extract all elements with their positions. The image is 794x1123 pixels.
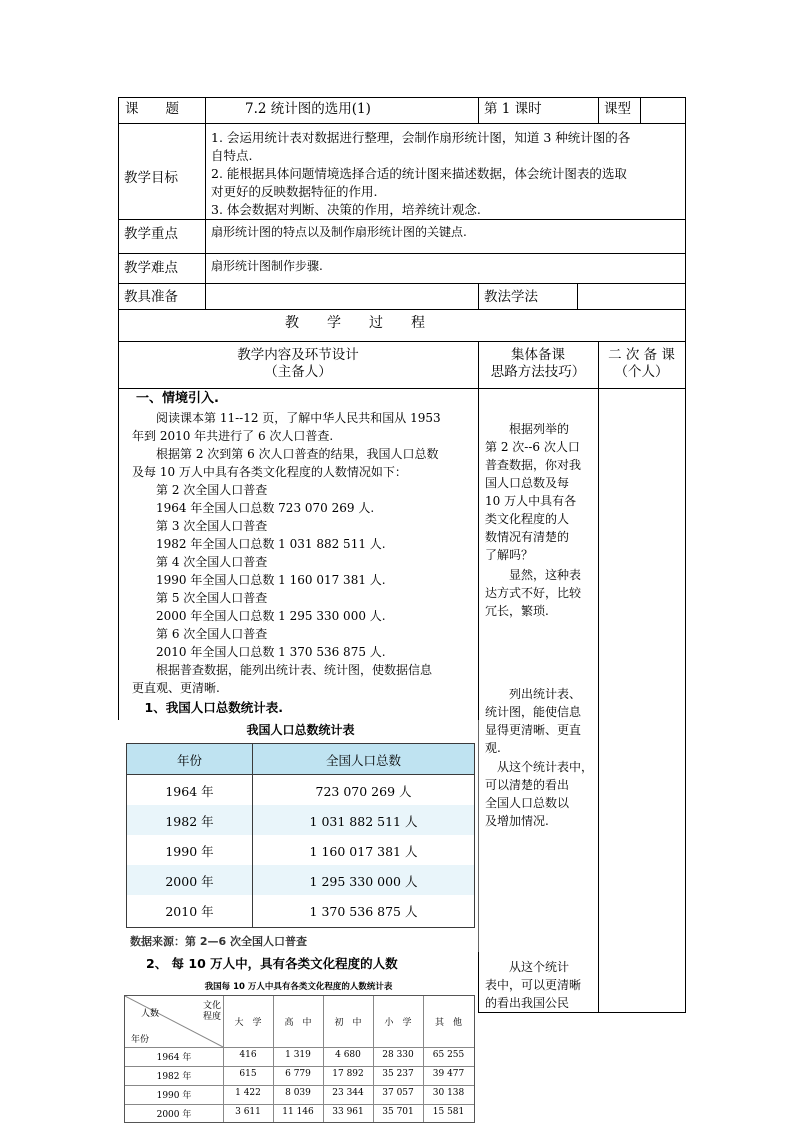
note-line: 列出统计表、 (485, 687, 582, 701)
pop-source: 数据来源：第 2—6 次全国人口普查 (130, 935, 307, 948)
difficulty-label: 教学难点 (124, 260, 178, 276)
pop-cell: 723 070 269 人 (315, 784, 412, 799)
note-line: 全国人口总数以 (485, 796, 570, 810)
pop-cell: 1982 年 (165, 814, 214, 829)
note-line: 类文化程度的人 (485, 512, 570, 526)
edu-row-year: 1990 年 (156, 1091, 192, 1101)
col-divider (598, 97, 599, 123)
edu-row-year: 1982 年 (156, 1072, 192, 1082)
table-row (127, 775, 474, 805)
edu-row-line (125, 1047, 474, 1048)
note-line: 国人口总数及每 (485, 476, 570, 490)
body-divider (118, 388, 119, 720)
goals-text (211, 129, 630, 219)
second-col-line2: （个人） (614, 364, 669, 380)
pop-cell: 1 160 017 381 人 (309, 844, 418, 859)
main-col-line1: 教学内容及环节设计 (237, 347, 359, 363)
edu-cell-value: 4 680 (335, 1050, 361, 1060)
text-line: 根据第 2 次到第 6 次人口普查的结果，我国人口总数 (132, 447, 439, 461)
education-table (124, 995, 475, 1123)
pop-cell: 1 370 536 875 人 (309, 904, 418, 919)
note-4 (485, 758, 597, 830)
body-divider (478, 388, 479, 720)
edu-cell-value: 1 422 (235, 1088, 261, 1098)
note-line: 根据列举的 (485, 422, 570, 436)
note-line: 显然，这种表 (485, 568, 582, 582)
body-divider (478, 952, 479, 1012)
note-line: 显得更清晰、更直 (485, 723, 582, 737)
edu-corner-bottom: 年份 (131, 1035, 150, 1045)
table-top-border (118, 97, 686, 98)
pop-cell: 1990 年 (165, 844, 214, 859)
table-row (127, 805, 474, 835)
edu-corner-top: 文化 (203, 1001, 222, 1011)
note-3 (485, 685, 597, 757)
process-title: 教 学 过 程 (285, 315, 425, 331)
method-label: 教法学法 (484, 289, 538, 305)
row-divider (118, 388, 686, 389)
pop-header-total: 全国人口总数 (325, 753, 401, 768)
main-col-header (118, 347, 478, 381)
note-line: 冗长，繁琐. (485, 604, 549, 618)
col-divider (478, 283, 479, 309)
row-divider (118, 123, 686, 124)
note-line: 的看出我国公民 (485, 996, 570, 1010)
note-line: 可以清楚的看出 (485, 778, 570, 792)
edu-row-year: 1964 年 (156, 1053, 192, 1063)
text-line: 2010 年全国人口总数 1 370 536 875 人. (132, 645, 386, 659)
text-line: 第 5 次全国人口普查 (132, 591, 268, 605)
edu-row-year: 2000 年 (156, 1110, 192, 1120)
subsection-title-2: 2、 每 10 万人中，具有各类文化程度的人数 (146, 956, 398, 971)
table-row (127, 835, 474, 865)
edu-cell-value: 11 146 (282, 1107, 314, 1117)
tools-label: 教具准备 (124, 289, 178, 305)
edu-cell-value: 30 138 (432, 1088, 465, 1098)
pop-cell: 2010 年 (165, 904, 214, 919)
text-line: 更直观、更清晰. (132, 681, 220, 695)
edu-header: 大 学 (234, 1018, 262, 1028)
pop-header-year: 年份 (176, 753, 202, 768)
body-divider (478, 720, 479, 952)
text-line: 年到 2010 年共进行了 6 次人口普查. (132, 429, 334, 443)
edu-cell-value: 615 (239, 1069, 257, 1079)
edu-cell-value: 65 255 (432, 1050, 465, 1060)
edu-row-line (125, 1085, 474, 1086)
edu-cell-value: 416 (239, 1050, 257, 1060)
main-text (132, 409, 441, 697)
edu-cell-value: 8 039 (285, 1088, 311, 1098)
note-2 (485, 566, 597, 620)
goals-label: 教学目标 (124, 170, 178, 186)
population-table (126, 743, 475, 928)
edu-header: 初 中 (334, 1018, 362, 1028)
col-divider (478, 97, 479, 123)
note-line: 从这个统计 (485, 960, 570, 974)
second-col-line1: 二 次 备 课 (608, 347, 675, 363)
text-line: 根据普查数据，能列出统计表、统计图，使数据信息 (132, 663, 433, 677)
text-line: 1982 年全国人口总数 1 031 882 511 人. (132, 537, 386, 551)
note-line: 数情况有清楚的 (485, 530, 570, 544)
subject-value: 7.2 统计图的选用(1) (245, 101, 371, 117)
edu-cell-value: 37 057 (382, 1088, 414, 1098)
edu-corner-mid: 人数 (141, 1009, 160, 1019)
table-row (127, 895, 474, 925)
goal-line: 对更好的反映数据特征的作用. (211, 184, 378, 199)
edu-cell-value: 35 701 (382, 1107, 414, 1117)
key-points-label: 教学重点 (124, 226, 178, 242)
note-line: 及增加情况. (485, 814, 549, 828)
edu-cell-value: 1 319 (285, 1050, 311, 1060)
goal-line: 自特点. (211, 148, 253, 163)
note-line: 观. (485, 741, 501, 755)
table-left-border (118, 97, 119, 388)
main-col-line2: （主备人） (264, 364, 332, 380)
edu-cell-value: 28 330 (382, 1050, 414, 1060)
edu-cell-value: 23 344 (332, 1088, 364, 1098)
text-line: 1964 年全国人口总数 723 070 269 人. (132, 501, 375, 515)
edu-cell-value: 6 779 (285, 1069, 311, 1079)
second-col-header (598, 347, 685, 381)
goal-line: 1. 会运用统计表对数据进行整理，会制作扇形统计图，知道 3 种统计图的各 (211, 130, 631, 145)
note-line: 统计图，能使信息 (485, 705, 582, 719)
note-line: 表中，可以更清晰 (485, 978, 582, 992)
edu-cell-value: 35 237 (382, 1069, 414, 1079)
text-line: 第 4 次全国人口普查 (132, 555, 268, 569)
text-line: 及每 10 万人中具有各类文化程度的人数情况如下： (132, 465, 407, 479)
edu-corner-top2: 程度 (203, 1012, 222, 1022)
row-divider (118, 283, 686, 284)
col-divider (205, 97, 206, 309)
edu-row-line (125, 1104, 474, 1105)
collective-col-line2: 思路方法技巧） (490, 364, 586, 380)
edu-header: 其 他 (434, 1018, 462, 1028)
note-line: 10 万人中具有各 (485, 494, 577, 508)
edu-table-title: 我国每 10 万人中具有各类文化程度的人数统计表 (204, 982, 393, 992)
note-5 (485, 958, 597, 1012)
row-divider (118, 253, 686, 254)
difficulty-value: 扇形统计图制作步骤. (211, 259, 323, 273)
edu-header: 高 中 (284, 1018, 312, 1028)
text-line: 2000 年全国人口总数 1 295 330 000 人. (132, 609, 386, 623)
section-title: 一、情境引入. (136, 391, 219, 406)
key-points-value: 扇形统计图的特点以及制作扇形统计图的关键点. (211, 225, 467, 239)
note-line: 第 2 次--6 次人口 (485, 440, 580, 454)
text-line: 阅读课本第 11--12 页，了解中华人民共和国从 1953 (132, 411, 441, 425)
pop-cell: 1964 年 (165, 784, 214, 799)
col-divider (640, 97, 641, 123)
edu-cell-value: 33 961 (332, 1107, 364, 1117)
body-divider (598, 388, 599, 1012)
row-divider (118, 341, 686, 342)
text-line: 1990 年全国人口总数 1 160 017 381 人. (132, 573, 386, 587)
edu-header: 小 学 (384, 1018, 412, 1028)
note-line: 从这个统计表中， (485, 760, 594, 774)
subsection-title: 1、我国人口总数统计表. (132, 700, 283, 715)
edu-cell-value: 17 892 (332, 1069, 364, 1079)
col-divider (577, 283, 578, 309)
subject-label: 课 题 (125, 101, 179, 117)
row-divider (118, 219, 686, 220)
note-1 (485, 420, 597, 564)
edu-cell-value: 3 611 (235, 1107, 261, 1117)
pop-cell: 1 031 882 511 人 (309, 814, 418, 829)
pop-table-header (127, 744, 474, 775)
table-right-border (685, 97, 686, 388)
text-line: 第 2 次全国人口普查 (132, 483, 268, 497)
note-line: 了解吗？ (485, 548, 534, 562)
lesson-number: 第 1 课时 (484, 101, 542, 117)
pop-cell: 1 295 330 000 人 (309, 874, 418, 889)
note-line: 达方式不好，比较 (485, 586, 582, 600)
collective-col-header (478, 347, 598, 381)
row-divider (118, 309, 686, 310)
goal-line: 3. 体会数据对判断、决策的作用，培养统计观念. (211, 202, 481, 217)
text-line: 第 6 次全国人口普查 (132, 627, 268, 641)
pop-column-divider (252, 744, 253, 927)
body-bottom (478, 1012, 686, 1013)
table-row (127, 865, 474, 895)
text-line: 第 3 次全国人口普查 (132, 519, 268, 533)
collective-col-line1: 集体备课 (511, 347, 565, 363)
goal-line: 2. 能根据具体问题情境选择合适的统计图来描述数据，体会统计图表的选取 (211, 166, 627, 181)
edu-cell-value: 15 581 (432, 1107, 465, 1117)
note-line: 普查数据，你对我 (485, 458, 582, 472)
lesson-type-label: 课型 (604, 101, 631, 117)
edu-row-line (125, 1066, 474, 1067)
edu-cell-value: 39 477 (432, 1069, 465, 1079)
pop-cell: 2000 年 (165, 874, 214, 889)
body-divider (685, 388, 686, 1012)
pop-table-title: 我国人口总数统计表 (246, 723, 355, 737)
